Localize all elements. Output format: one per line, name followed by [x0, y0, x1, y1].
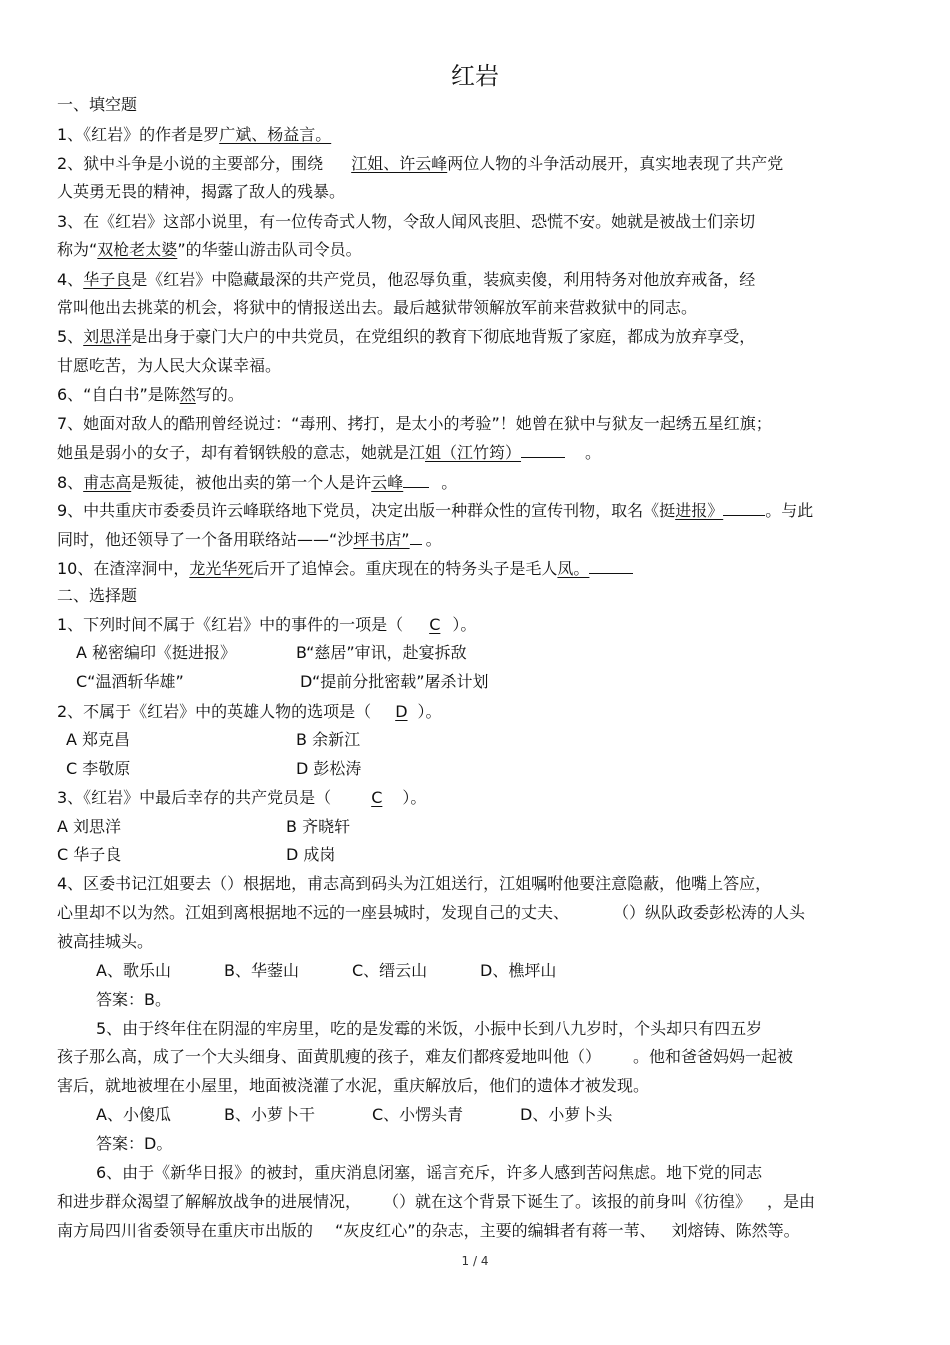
fill-question-3: 3、在《红岩》这部小说里，有一位传奇式人物，令敌人闻风丧胆、恐慌不安。她就是被战士们亲切 — [57, 212, 756, 231]
fill-question-2: 2、狱中斗争是小说的主要部分，围绕 江姐、许云峰两位人物的斗争活动展开，真实地表现了共产党 — [57, 154, 784, 173]
answer-underline: 云峰 — [371, 473, 404, 492]
answer-underline: 广斌、杨益言。 — [219, 125, 332, 144]
fill-question-9-cont: 同时，他还领导了一个备用联络站——“沙坪书店” 。 — [57, 527, 442, 552]
answer-text: 答案：B。 — [96, 990, 171, 1009]
answer-underline: 江姐、许云峰 — [351, 154, 448, 173]
fill-question-7: 7、她面对敌人的酷刑曾经说过：“毒刑、拷打，是太小的考验”！她曾在狱中与狱友一起绣五星红旗； — [57, 414, 772, 433]
answer-text: 答案：D。 — [96, 1134, 173, 1153]
choice-answer: C — [429, 615, 441, 634]
choice-question-6: 6、由于《新华日报》的被封，重庆消息闭塞，谣言充斥，许多人感到苦闷焦虑。地下党的同志 — [96, 1163, 763, 1182]
answer-underline: 甫志高 — [83, 473, 132, 492]
option-c: C“温酒斩华雄” — [76, 672, 184, 691]
fill-question-8: 8、甫志高是叛徒，被他出卖的第一个人是许云峰 。 — [57, 470, 457, 495]
fill-question-4: 4、华子良是《红岩》中隐藏最深的共产党员，他忍辱负重，装疯卖傻，利用特务对他放弃戒备，经 — [57, 270, 756, 289]
answer-underline: 进报》 — [675, 501, 724, 520]
option-b: B、小萝卜干 — [224, 1105, 315, 1124]
section-heading-fill: 一、填空题 — [57, 95, 138, 114]
option-c: C、小愣头青 — [372, 1105, 464, 1124]
answer-underline: 然 — [179, 385, 196, 404]
option-d: D、小萝卜头 — [520, 1105, 613, 1124]
choice-question-1: 1、下列时间不属于《红岩》中的事件的一项是（ C ）。 — [57, 615, 477, 634]
choice-answer: C — [371, 788, 383, 807]
option-b: B 余新江 — [296, 730, 361, 749]
fill-question-10: 10、在渣滓洞中，龙光华死后开了追悼会。重庆现在的特务头子是毛人凤。 — [57, 556, 633, 581]
option-b: B“慈居”审讯，赴宴拆敌 — [296, 643, 467, 662]
choice-question-5-end: 害后，就地被埋在小屋里，地面被浇灌了水泥，重庆解放后，他们的遗体才被发现。 — [57, 1076, 650, 1095]
choice-question-6-end: 南方局四川省委领导在重庆市出版的 “灰皮红心”的杂志，主要的编辑者有蒋一苇、 刘熔铸、陈然等。 — [57, 1221, 800, 1240]
choice-question-4: 4、区委书记江姐要去（）根据地，甫志高到码头为江姐送行，江姐嘱咐他要注意隐蔽，他嘴上答应， — [57, 874, 772, 893]
document-title: 红岩 — [451, 62, 499, 90]
answer-underline: 姐（江竹筠） — [425, 443, 522, 462]
section-heading-choice: 二、选择题 — [57, 586, 138, 605]
option-a: A、小傻瓜 — [96, 1105, 171, 1124]
option-a: A 郑克昌 — [66, 730, 131, 749]
choice-question-4-cont: 心里却不以为然。江姐到离根据地不远的一座县城时，发现自己的丈夫、 （）纵队政委彭松涛的人头 — [57, 903, 806, 922]
answer-underline: 刘思洋 — [83, 327, 132, 346]
choice-question-5-cont: 孩子那么高，成了一个大头细身、面黄肌瘦的孩子，难友们都疼爱地叫他（） 。他和爸爸妈妈一起被 — [57, 1047, 794, 1066]
option-a: A 刘思洋 — [57, 817, 122, 836]
option-b: B、华蓥山 — [224, 961, 299, 980]
fill-question-1: 1、《红岩》的作者是罗广斌、杨益言。 — [57, 125, 332, 144]
option-c: C、缙云山 — [352, 961, 428, 980]
fill-question-3-cont: 称为“双枪老太婆”的华蓥山游击队司令员。 — [57, 240, 362, 259]
answer-underline: 凤。 — [557, 559, 590, 578]
fill-question-4-cont: 常叫他出去挑菜的机会，将狱中的情报送出去。最后越狱带领解放军前来营救狱中的同志。 — [57, 298, 698, 317]
option-d: D 成岗 — [286, 845, 336, 864]
fill-question-5: 5、刘思洋是出身于豪门大户的中共党员，在党组织的教育下彻底地背叛了家庭，都成为放弃享受， — [57, 327, 756, 346]
choice-question-6-cont: 和进步群众渴望了解解放战争的进展情况， （）就在这个背景下诞生了。该报的前身叫《彷徨》 ，是由 — [57, 1192, 816, 1211]
fill-question-7-cont: 她虽是弱小的女子，却有着钢铁般的意志，她就是江姐（江竹筠） 。 — [57, 440, 601, 465]
option-c: C 李敬原 — [66, 759, 131, 778]
option-b: B 齐晓轩 — [286, 817, 351, 836]
answer-underline: 华子良 — [83, 270, 132, 289]
fill-question-9: 9、中共重庆市委委员许云峰联络地下党员，决定出版一种群众性的宣传刊物，取名《挺进报》 。与此 — [57, 498, 813, 523]
choice-question-4-end: 被高挂城头。 — [57, 932, 154, 951]
option-d: D 彭松涛 — [296, 759, 362, 778]
page-number: 1 / 4 — [461, 1254, 489, 1268]
option-a: A 秘密编印《挺进报》 — [76, 643, 237, 662]
fill-question-6: 6、“自白书”是陈然写的。 — [57, 385, 244, 404]
fill-question-5-cont: 甘愿吃苦，为人民大众谋幸福。 — [57, 356, 282, 375]
answer-underline: 双枪老太婆 — [97, 240, 178, 259]
answer-underline: 坪书店” — [353, 530, 410, 549]
fill-question-2-cont: 人英勇无畏的精神，揭露了敌人的残暴。 — [57, 182, 346, 201]
option-d: D、樵坪山 — [480, 961, 557, 980]
choice-question-3: 3、《红岩》中最后幸存的共产党员是（ C ）。 — [57, 788, 427, 807]
option-d: D“提前分批密载”屠杀计划 — [300, 672, 489, 691]
choice-question-5: 5、由于终年住在阴湿的牢房里，吃的是发霉的米饭，小振中长到八九岁时，个头却只有四五岁 — [96, 1019, 763, 1038]
choice-answer: D — [395, 702, 408, 721]
option-a: A、歌乐山 — [96, 961, 171, 980]
option-c: C 华子良 — [57, 845, 122, 864]
answer-underline: 龙光华死 — [189, 559, 254, 578]
choice-question-2: 2、不属于《红岩》中的英雄人物的选项是（ D ）。 — [57, 702, 442, 721]
